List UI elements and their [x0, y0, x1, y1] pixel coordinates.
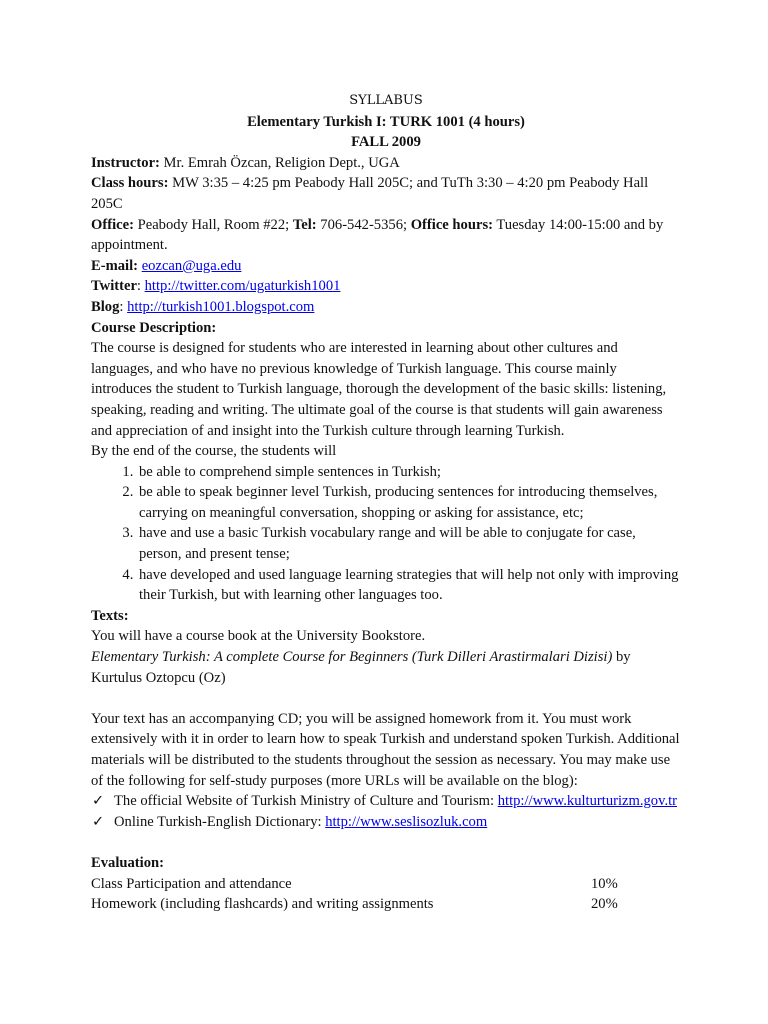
class-hours-value: MW 3:35 – 4:25 pm Peabody Hall 205C; and TuTh 3:30 – 4:20 pm Peabody Hall 205C	[91, 175, 649, 212]
evaluation-row	[91, 874, 681, 895]
office-value: Peabody Hall, Room #22;	[133, 216, 293, 233]
resource-item	[92, 791, 681, 812]
class-hours-line	[91, 173, 681, 214]
email-link[interactable]: eozcan@uga.edu	[141, 257, 242, 274]
office-hours-value: Tuesday 14:00-15:00 and by appointment.	[91, 216, 664, 254]
book-author: by Kurtulus Oztopcu (Oz)	[91, 649, 631, 686]
book-citation	[91, 647, 681, 688]
instructor-label: Instructor:	[91, 154, 160, 171]
course-description-text: The course is designed for students who are interested in learning about other cultures and languages, and who have no previous knowledge of Turkish language. This course mainly introduces the student to Turkish language, thorough the development of the basic skills: listening, speaking, reading and writing. The ultimate goal of the course is that students will gain awareness and appreciation of and insight into the Turkish culture through learning Turkish.	[91, 340, 667, 439]
evaluation-item: Homework (including flashcards) and writing assignments	[91, 896, 434, 913]
instructor-value: Mr. Emrah Özcan, Religion Dept., UGA	[159, 154, 400, 171]
twitter-link[interactable]: http://twitter.com/ugaturkish1001	[144, 278, 341, 295]
spacer	[91, 832, 681, 853]
resource-text: Online Turkish-English Dictionary:	[114, 813, 326, 830]
term: FALL 2009	[351, 134, 421, 151]
resource-link[interactable]: http://www.kulturturizm.gov.tr	[497, 793, 678, 810]
goal-item: 1. be able to comprehend simple sentences in Turkish;	[137, 462, 681, 483]
twitter-label: Twitter	[91, 278, 137, 295]
spacer	[91, 688, 681, 709]
course-description-heading: Course Description:	[91, 319, 217, 336]
email-line	[91, 256, 681, 277]
office-line	[91, 215, 681, 256]
blog-line: Blog: http://turkish1001.blogspot.com	[91, 298, 315, 315]
class-hours-label: Class hours:	[91, 175, 169, 192]
tel-label: Tel:	[292, 216, 317, 233]
evaluation-heading: Evaluation:	[91, 854, 164, 871]
goal-item: 4. have developed and used language learning strategies that will help not only with improving their Turkish, but with learning other languages too.	[137, 565, 681, 606]
checkmark-icon: ✓	[92, 793, 105, 810]
evaluation-percent: 20%	[591, 896, 618, 913]
blog-link[interactable]: http://turkish1001.blogspot.com	[127, 298, 315, 315]
evaluation-row	[91, 894, 681, 915]
course-title: Elementary Turkish I: TURK 1001 (4 hours)	[247, 113, 525, 130]
twitter-line: Twitter: http://twitter.com/ugaturkish1001	[91, 278, 341, 295]
document-title: SYLLABUS	[349, 93, 423, 108]
email-label: E-mail:	[91, 257, 139, 274]
goals-intro: By the end of the course, the students will	[91, 443, 337, 460]
book-title: Elementary Turkish: A complete Course for Beginners (Turk Dilleri Arastirmalari Dizisi)	[91, 649, 613, 666]
cd-paragraph: Your text has an accompanying CD; you will be assigned homework from it. You must work extensively with it in order to learn how to speak Turkish and understand spoken Turkish. Additional materials will be distributed to the students throughout the session as necessary. You may make use of the following for self-study purposes (more URLs will be available on the blog):	[91, 710, 680, 789]
evaluation-percent: 10%	[591, 875, 618, 892]
checkmark-icon: ✓	[92, 813, 105, 830]
texts-heading: Texts:	[91, 607, 129, 624]
resource-text: The official Website of Turkish Ministry of Culture and Tourism:	[114, 793, 498, 810]
office-hours-label: Office hours:	[410, 216, 493, 233]
evaluation-item: Class Participation and attendance	[91, 875, 292, 892]
resource-item	[92, 812, 681, 833]
tel-value: 706-542-5356;	[316, 216, 411, 233]
bookstore-text: You will have a course book at the University Bookstore.	[91, 628, 426, 645]
office-label: Office:	[91, 216, 134, 233]
instructor-line	[91, 153, 681, 174]
resource-link[interactable]: http://www.seslisozluk.com	[325, 813, 488, 830]
goal-item: 3. have and use a basic Turkish vocabulary range and will be able to conjugate for case, person, and present tense;	[137, 523, 681, 564]
goal-item: 2. be able to speak beginner level Turkish, producing sentences for introducing themselves, carrying on meaningful conversation, shopping or asking for assistance, etc;	[137, 482, 681, 523]
blog-label: Blog	[91, 298, 120, 315]
goals-list	[91, 462, 681, 606]
syllabus-page	[91, 91, 681, 915]
resources-list	[91, 791, 681, 832]
